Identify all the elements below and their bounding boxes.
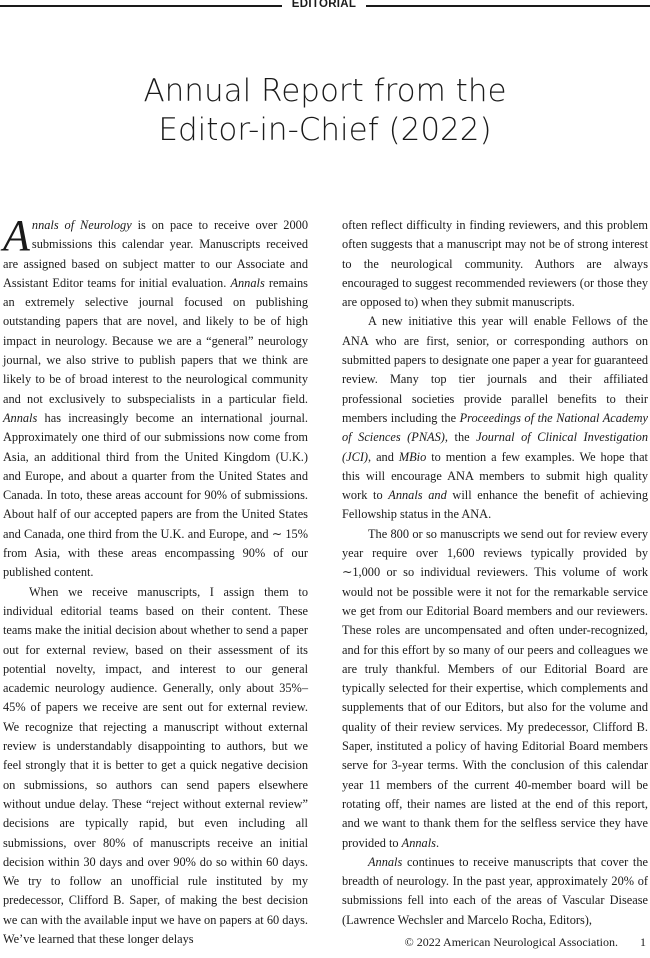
journal-name: nnals of Neurology [31, 218, 132, 232]
right-paragraph-4 [342, 853, 648, 930]
journal-name: MBio [398, 449, 427, 464]
text-run: . [435, 835, 440, 850]
right-column [342, 216, 648, 930]
article-title [0, 72, 650, 150]
journal-name: Journal of Clinical Investigation (JCI) [342, 430, 648, 464]
text-run: to mention a few examples. We hope that this will encourage ANA members to submit high quality work to [342, 449, 648, 503]
text-run: is on pace to receive over 2000 submissions this calendar year. Manuscripts received are assigned based on subject matter to our Associate and Assistant Editor teams for initial evaluation. [3, 218, 308, 290]
journal-name: Annals and [388, 488, 447, 503]
right-paragraph-2 [342, 312, 648, 524]
journal-name: Annals [368, 854, 403, 869]
text-run: A new initiative this year will enable Fellows of the ANA who are first, senior, or corresponding authors on submitted papers to designate one paper a year for guaranteed review. Many top tier journals and their affiliated professional societies provide parallel benefits to their members including the [342, 314, 648, 425]
left-paragraph-2: When we receive manuscripts, I assign them to individual editorial teams based on their content. These teams make the initial decision about whether to send a paper out for external review, based on their assessment of its potential novelty, impact, and interest to our general academic neurology audience. Generally, only about 35%–45% of papers we receive are sent out for external review. We recognize that rejecting a manuscript without external review is understandably disappointing to authors, but we feel strongly that it is better to get a quick negative decision on submissions, so authors can send papers elsewhere without undue delay. These “reject without external review” decisions are typically rapid, but even including all submissions, over 80% of manuscripts receive an initial decision within 30 days and over 90% do so within 60 days. We try to follow an unofficial rule instituted by my predecessor, Clifford B. Saper, of making the best decision we can with the available input we have on papers at 60 days. We’ve learned that these longer delays [3, 584, 308, 946]
text-run: The 800 or so manuscripts we send out for review every year require over 1,600 reviews typically provided by ∼1,000 or so individual reviewers. This volume of work would not be possible were it not for the remarkable service we get from our Editorial Board members and our reviewers. These roles are uncompensated and often under-recognized, and for this effort by so many of our peers and colleagues we are truly thankful. Members of our Editorial Board are typically selected for their expertise, which complements and supplements that of our Editors, but also for the volume and quality of their review services. My predecessor, Clifford B. Saper, instituted a policy of having Editorial Board members serve for 3-year terms. With the conclusion of this calendar year 11 members of the current 40-member board will be rotating off, their names are listed at the end of this report, and we want to thank them for the selfless service they have provided to [342, 526, 648, 850]
text-run: has increasingly become an international journal. Approximately one third of our submissions now come from Asia, an additional third from the United Kingdom (U.K.) and Europe, and about a quarter from the United States and Canada. In toto, these areas account for 90% of submissions. About half of our accepted papers are from the United States and Canada, one third from the U.K. and Europe, and ∼ 15% from Asia, with these areas encompassing 90% of our published content. [3, 410, 308, 580]
left-paragraph-1 [3, 211, 308, 583]
header-rule-left [0, 5, 282, 7]
drop-cap: A [3, 211, 30, 260]
journal-name: Proceedings of the National Academy of Sciences (PNAS) [342, 410, 648, 445]
text-run: , and [368, 449, 399, 464]
journal-name: Annals [401, 835, 436, 850]
title-line-1: Annual Report from the [143, 73, 507, 109]
text-run: remains an extremely selective journal focused on publishing outstanding papers that are novel, and likely to be of high impact in neurology. Because we are a “general” neurology journal, we also strive to publish papers that we think are likely to be of broad interest to the neurological community and not exclusively to subspecialists in a particular field. [3, 275, 308, 406]
page-footer [405, 935, 646, 950]
text-run: , the [444, 430, 477, 445]
right-paragraph-1: often reflect difficulty in finding reviewers, and this problem often suggests that a manuscript may not be of strong interest to the neurological community. Authors are always encouraged to suggest recommended reviewers (or those they are opposed to) when they submit manuscripts. [342, 218, 648, 310]
header-rule-right [366, 5, 650, 7]
section-label: EDITORIAL [291, 0, 357, 10]
copyright-notice: © 2022 American Neurological Association. [404, 935, 618, 949]
title-line-2: Editor-in-Chief (2022) [158, 112, 492, 148]
page-number: 1 [640, 935, 646, 949]
journal-name: Annals [3, 410, 38, 425]
left-column [3, 211, 308, 949]
text-run: continues to receive manuscripts that cover the breadth of neurology. In the past year, approximately 20% of submissions fell into each of the areas of Vascular Disease (Lawrence Wechsler and Marcelo Rocha, Editors), [342, 854, 648, 927]
journal-name: Annals [230, 275, 265, 290]
text-run: will enhance the benefit of achieving Fellowship status in the ANA. [342, 488, 648, 522]
section-header [0, 0, 650, 12]
right-paragraph-3 [342, 525, 648, 853]
